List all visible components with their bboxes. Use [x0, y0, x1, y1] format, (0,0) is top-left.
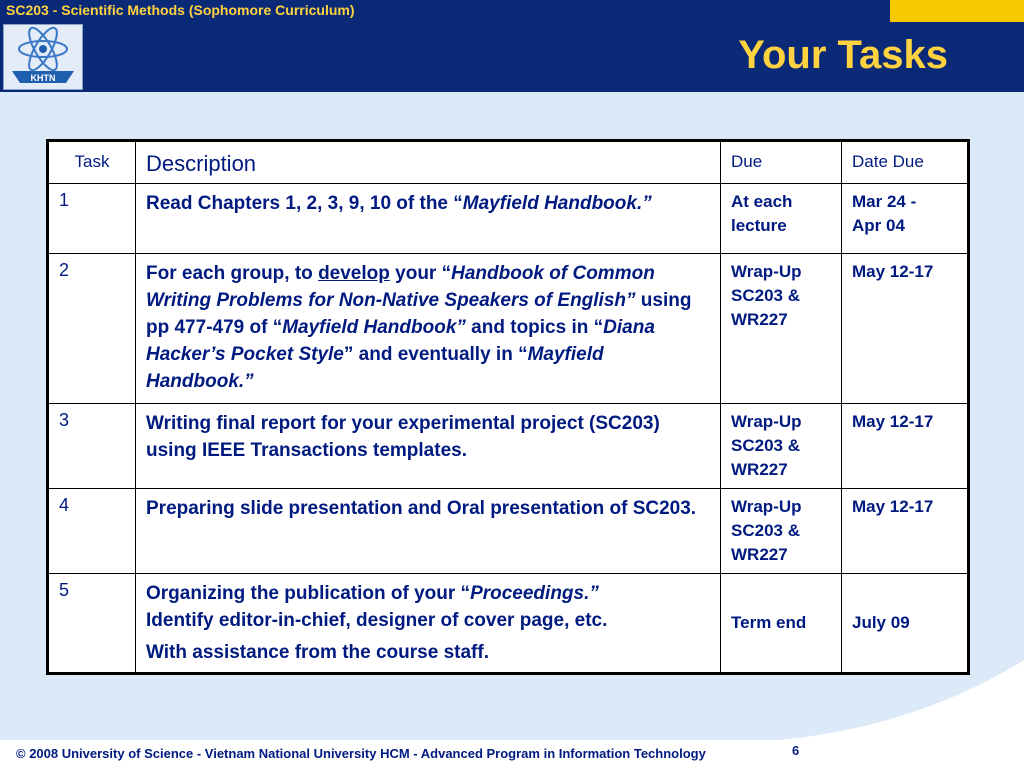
task-number: 1: [48, 184, 136, 254]
task-number: 4: [48, 489, 136, 574]
task-due: Wrap-Up SC203 & WR227: [721, 404, 842, 489]
task-due: At each lecture: [721, 184, 842, 254]
logo-text: KHTN: [30, 73, 56, 83]
page-number: 6: [792, 743, 800, 758]
table-row: [48, 254, 969, 404]
header-description: Description: [136, 141, 721, 184]
task-due: Wrap-Up SC203 & WR227: [721, 254, 842, 404]
task-number: 2: [48, 254, 136, 404]
footer-copyright: © 2008 University of Science - Vietnam National University HCM - Advanced Program in Information Technology: [16, 746, 706, 761]
table-header-row: [48, 141, 969, 184]
header-due: Due: [721, 141, 842, 184]
task-date-due: May 12-17: [842, 404, 969, 489]
task-description: For each group, to develop your “Handbook of Common Writing Problems for Non-Native Speakers of English” using pp 477-479 of “Mayfield Handbook” and topics in “Diana Hacker’s Pocket Style” and eventually in “Mayfield Handbook.”: [136, 254, 721, 404]
header-task: Task: [48, 141, 136, 184]
task-due: Term end: [721, 574, 842, 674]
table-row: [48, 574, 969, 674]
table-row: [48, 404, 969, 489]
course-title: SC203 - Scientific Methods (Sophomore Curriculum): [6, 2, 355, 18]
task-due: Wrap-Up SC203 & WR227: [721, 489, 842, 574]
task-description: Organizing the publication of your “Proceedings.” Identify editor-in-chief, designer of cover page, etc. With assistance from the course staff.: [136, 574, 721, 674]
top-accent-block: [890, 0, 1024, 22]
task-number: 5: [48, 574, 136, 674]
slide-title: Your Tasks: [738, 33, 948, 77]
table-row: [48, 184, 969, 254]
header-date-due: Date Due: [842, 141, 969, 184]
task-description: Preparing slide presentation and Oral presentation of SC203.: [136, 489, 721, 574]
task-date-due: July 09: [842, 574, 969, 674]
task-description: Read Chapters 1, 2, 3, 9, 10 of the “Mayfield Handbook.”: [136, 184, 721, 254]
table-row: [48, 489, 969, 574]
task-date-due: Mar 24 - Apr 04: [842, 184, 969, 254]
task-description: Writing final report for your experimental project (SC203) using IEEE Transactions templates.: [136, 404, 721, 489]
task-date-due: May 12-17: [842, 489, 969, 574]
tasks-table: [46, 139, 970, 675]
task-date-due: May 12-17: [842, 254, 969, 404]
university-logo: [3, 24, 83, 90]
task-number: 3: [48, 404, 136, 489]
